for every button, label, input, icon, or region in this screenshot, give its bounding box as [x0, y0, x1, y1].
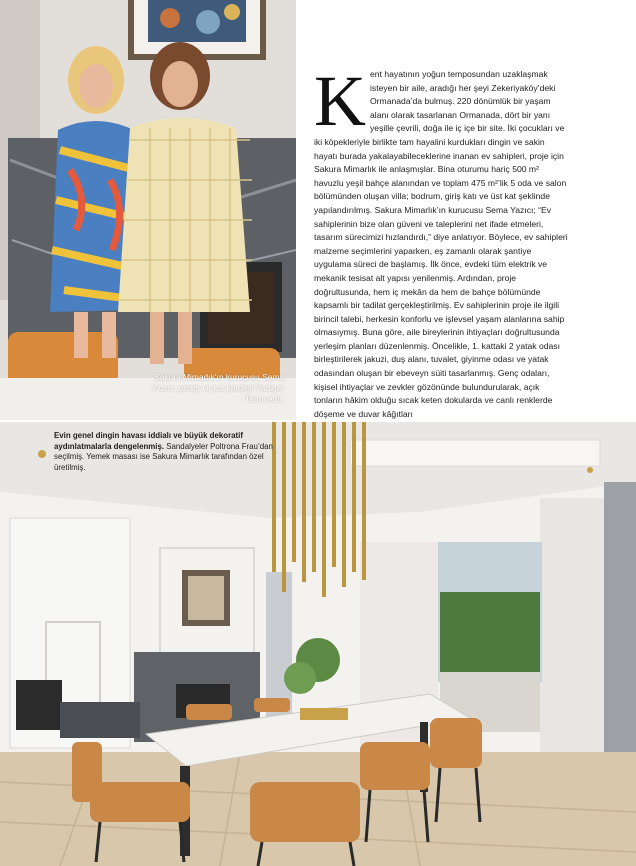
portrait-caption: Sakura Mimarlık’ın kurucusu Sema Yazıcı, ortağı ve kız kardeşi Yadigar Tanrıverdi.	[151, 372, 284, 404]
portrait-illustration	[0, 0, 296, 420]
article-text: ent hayatının yoğun temposundan uzaklaşmak isteyen bir aile, aradığı her şeyi Zekeriyaköy’deki Ormanada’da bulmuş. 220 dönümlük bir yaşam alanı olarak tasarlanan Ormanada, dört bir yanı yeşille çevrili, doğa ile iç içe bir site. İki çocukları ve iki köpekleriyle birlikte tam hayalini kurdukları dingin ve sakin hayatı burada yakalayabileceklerine inanan ev sahipleri, proje için Sakura Mimarlık ile anlaşmışlar. Bina oturumu hariç 500 m² havuzlu yeşil bahçe alanından ve toplam 475 m²’lik 5 oda ve salon bölümünden oluşan villa; bodrum, giriş katı ve üst kat şeklinde yapılandırılmış. Sakura Mimarlık’ın kurucusu Sema Yazıcı; “Ev sahiplerinin bize olan güveni ve taleplerini net ifade etmeleri, tasarım sürecimizi hızlandırdı,” diye anlatıyor. Böylece, ev sahipleri malzeme seçimlerini yaparken, eş zamanlı olarak şantiye uygulama süreci de başlamış. İlk önce, evdeki tüm elektrik ve mekanik tesisat alt yapısı yenilenmiş. Ardından, proje doğrultusunda, hem iç mekân da hem de bahçe bölümünde kapsamlı bir tadilat gerçekleştirilmiş. Ev sahiplerinin proje ile ilgili birincil talebi, herkesin konforlu ve işlevsel yaşam alanlarına sahip olmasıymış. Buna göre, aile bireylerinin ihtiyaçları doğrultusunda yerleşim planları düzenlenmiş. Öncelikle, 1. kattaki 2 yatak odası birleştirilerek jakuzi, duş alanı, tuvalet, giyinme odası ve yatak odasından oluşan bir ebeveyn süiti tasarlanmış. Genç odaları, kişisel ihtiyaçlar ve zevkler gözönünde bulundurularak, açık tonların hâkim olduğu sıcak keten dokularda ve canlı renklerde döşeme ve duvar kâğıtları	[314, 69, 568, 419]
caption-lead: Evin genel dingin havası iddialı ve büyük dekoratif aydınlatmalarla dengelenmiş.	[54, 431, 243, 451]
article-body	[314, 61, 570, 421]
caption-rest: Sandalyeler Poltrona Frau’dan seçilmiş. Yemek masası ise Sakura Mimarlık tarafından özel üretilmiş.	[54, 441, 273, 472]
portrait-photo	[0, 0, 296, 420]
dining-room-photo	[0, 422, 636, 866]
dining-room-illustration	[0, 422, 636, 866]
drop-cap: K	[314, 61, 366, 141]
dining-room-caption	[54, 431, 290, 473]
column-gutter	[296, 0, 314, 420]
